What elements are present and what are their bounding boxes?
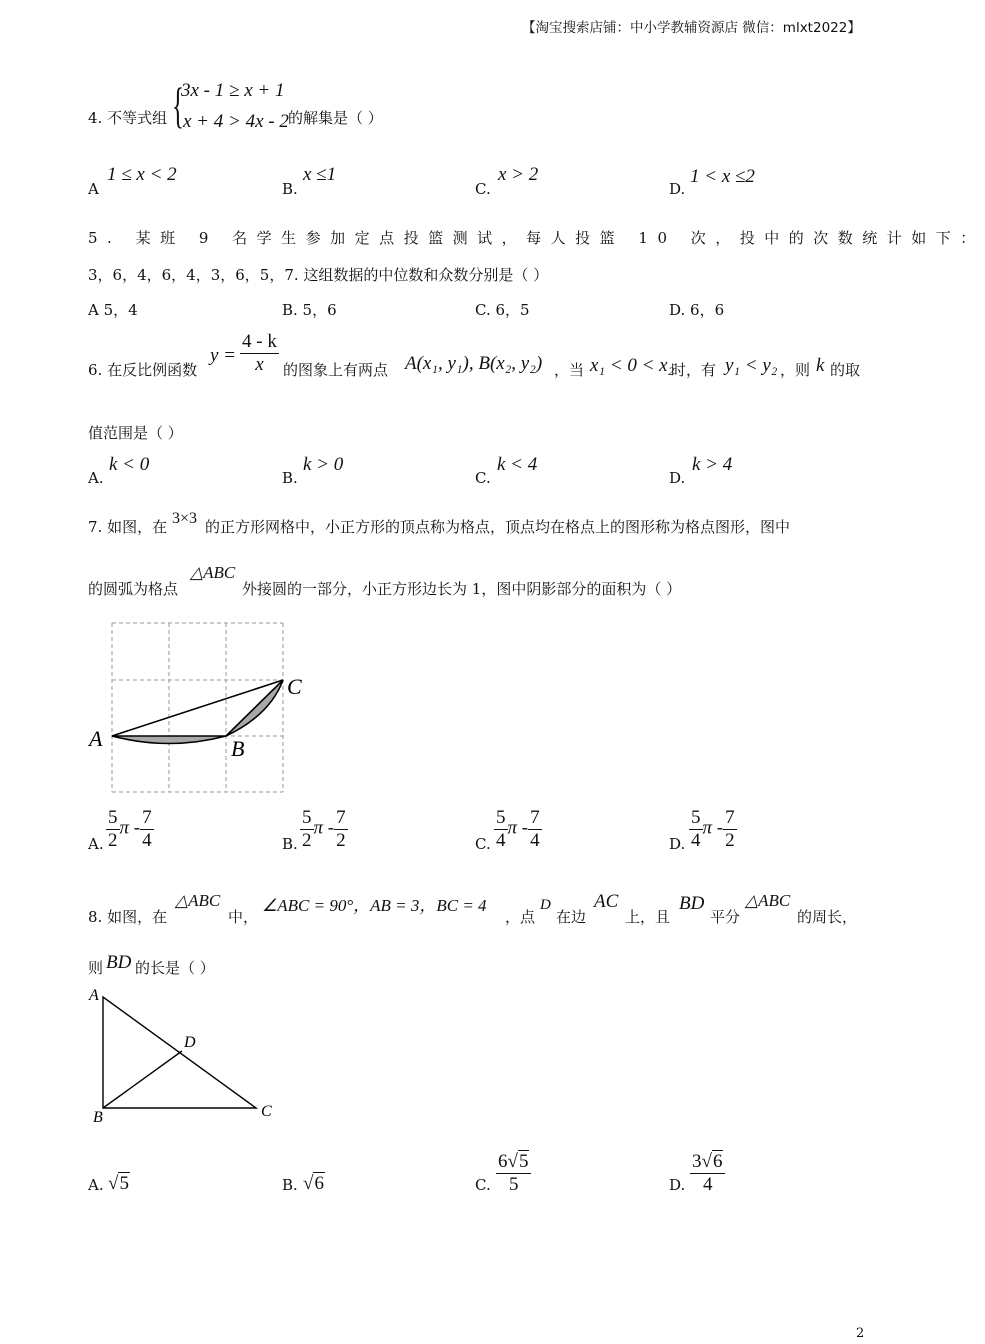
q6-mid4: ，则 [780, 361, 811, 379]
page-header: 【淘宝搜索店铺：中小学教辅资源店 微信：mlxt2022】 [522, 20, 861, 36]
q7-shaded-segment-ab [112, 736, 226, 744]
q7-line1a: 7. 如图，在 [88, 518, 168, 536]
q6-y: y = [210, 345, 237, 366]
q6-fraction [240, 331, 279, 376]
q7-option-c-label: C. [475, 835, 491, 853]
q8-option-b-label: B. [282, 1176, 298, 1194]
q5-option-b: B. 5，6 [282, 301, 337, 319]
q8-option-a-value: √5 [108, 1173, 129, 1194]
q6-option-d-label: D. [669, 469, 686, 487]
q4-brace: { [172, 77, 184, 133]
q4-option-d-value: 1 < x ≤2 [690, 166, 755, 187]
q8-bd: BD [679, 893, 705, 914]
q8-option-d-label: D. [669, 1176, 686, 1194]
q6-end: 的取 [830, 361, 861, 379]
q6-option-a-value: k < 0 [109, 454, 150, 475]
q8-label-c: C [261, 1103, 272, 1120]
q7-option-d-value: $\frac{5}{4}$ π - $\frac{7}{2}$ [691, 807, 735, 851]
q7-shaded-segment-bc [226, 680, 283, 736]
q8-line2a: 则 [88, 959, 104, 977]
q8-condition: ∠ABC = 90°，AB = 3，BC = 4 [262, 896, 487, 915]
q6-denominator: x [255, 354, 264, 375]
q8-t3: ，点 [505, 908, 536, 926]
q6-option-a-label: A. [88, 469, 104, 487]
q8-option-d-value: $\frac{3√6}{4}$ [690, 1151, 725, 1196]
q8-bd-2: BD [106, 952, 132, 973]
q6-mid3: 时，有 [671, 361, 717, 379]
q7-option-d-label: D. [669, 835, 686, 853]
q8-triangle-figure [85, 983, 285, 1128]
q5-option-a: A 5，4 [88, 301, 138, 319]
q4-option-d-label: D. [669, 180, 686, 198]
q7-grid-figure [80, 615, 320, 800]
q8-label-d: D [184, 1034, 196, 1051]
q5-option-d: D. 6，6 [669, 301, 725, 319]
q8-triangle-2: △ABC [745, 891, 791, 910]
q7-option-b-label: B. [282, 835, 298, 853]
q6-line2: 值范围是（ ） [88, 424, 183, 442]
q7-triangle: △ABC [190, 563, 236, 582]
page-number: 2 [856, 1326, 865, 1341]
q7-label-b: B [231, 736, 245, 761]
q8-option-a-label: A. [88, 1176, 104, 1194]
q8-t1: 8. 如图，在 [88, 908, 168, 926]
q6-points: A(x₁, y₁), B(x₂, y₂) [405, 353, 543, 374]
q4-option-a-label: A [88, 180, 99, 198]
q4-option-b-value: x ≤1 [303, 164, 337, 185]
q8-segment-bd [103, 1051, 182, 1108]
q5-option-c: C. 6，5 [475, 301, 530, 319]
q8-t2: 中， [228, 908, 259, 926]
q8-label-b: B [93, 1109, 103, 1126]
q6-option-c-label: C. [475, 469, 491, 487]
q8-option-c-label: C. [475, 1176, 491, 1194]
q6-k: k [816, 355, 825, 376]
q8-t5: 上，且 [625, 908, 671, 926]
q4-suffix: 的解集是（ ） [288, 109, 383, 127]
q4-option-a-value: 1 ≤ x < 2 [107, 164, 177, 185]
q8-t4: 在边 [556, 908, 587, 926]
q8-triangle: △ABC [175, 891, 221, 910]
q6-numerator: 4 - k [242, 331, 277, 352]
q7-grid: 3×3 [172, 510, 198, 527]
q5-line1: 5. 某班 9 名学生参加定点投篮测试，每人投篮 10 次，投中的次数统计如下： [88, 229, 985, 247]
q7-option-c-value: $\frac{5}{4}$ π - $\frac{7}{4}$ [496, 807, 540, 851]
q4-option-c-label: C. [475, 180, 491, 198]
q4-prefix: 4. 不等式组 [88, 109, 168, 127]
q7-option-a-value: $\frac{5}{2}$ π - $\frac{7}{4}$ [108, 807, 152, 851]
q4-eq2: x + 4 > 4x - 2 [183, 111, 289, 132]
q8-point-d: D [540, 897, 551, 913]
q6-cond2: y₁ < y₂ [725, 355, 778, 376]
q7-option-b-value: $\frac{5}{2}$ π - $\frac{7}{2}$ [302, 807, 346, 851]
q6-mid1: 的图象上有两点 [283, 361, 389, 379]
q8-t6: 平分 [710, 908, 741, 926]
q6-cond1: x₁ < 0 < x₂ [590, 355, 675, 376]
q8-line2b: 的长是（ ） [135, 959, 215, 977]
q6-option-b-label: B. [282, 469, 298, 487]
q6-option-b-value: k > 0 [303, 454, 344, 475]
q7-line2a: 的圆弧为格点 [88, 580, 179, 598]
q6-prefix: 6. 在反比例函数 [88, 361, 198, 379]
q7-line1b: 的正方形网格中，小正方形的顶点称为格点，顶点均在格点上的图形称为格点图形，图中 [205, 518, 791, 536]
q4-eq1: 3x - 1 ≥ x + 1 [181, 80, 285, 101]
q6-option-c-value: k < 4 [497, 454, 538, 475]
q5-line2: 3，6，4，6，4，3，6，5，7. 这组数据的中位数和众数分别是（ ） [88, 266, 549, 284]
q8-side-ac: AC [594, 891, 619, 912]
q8-option-b-value: √6 [303, 1173, 324, 1194]
q4-option-c-value: x > 2 [498, 164, 539, 185]
q8-option-c-value: $\frac{6√5}{5}$ [496, 1151, 531, 1196]
q6-option-d-value: k > 4 [692, 454, 733, 475]
q6-mid2: ，当 [554, 361, 585, 379]
q7-label-a: A [89, 726, 103, 751]
q8-label-a: A [89, 987, 99, 1004]
q7-line2b: 外接圆的一部分，小正方形边长为 1，图中阴影部分的面积为（ ） [242, 580, 682, 598]
q7-option-a-label: A. [88, 835, 104, 853]
q7-label-c: C [287, 674, 302, 699]
q8-t7: 的周长， [797, 908, 858, 926]
q4-option-b-label: B. [282, 180, 298, 198]
